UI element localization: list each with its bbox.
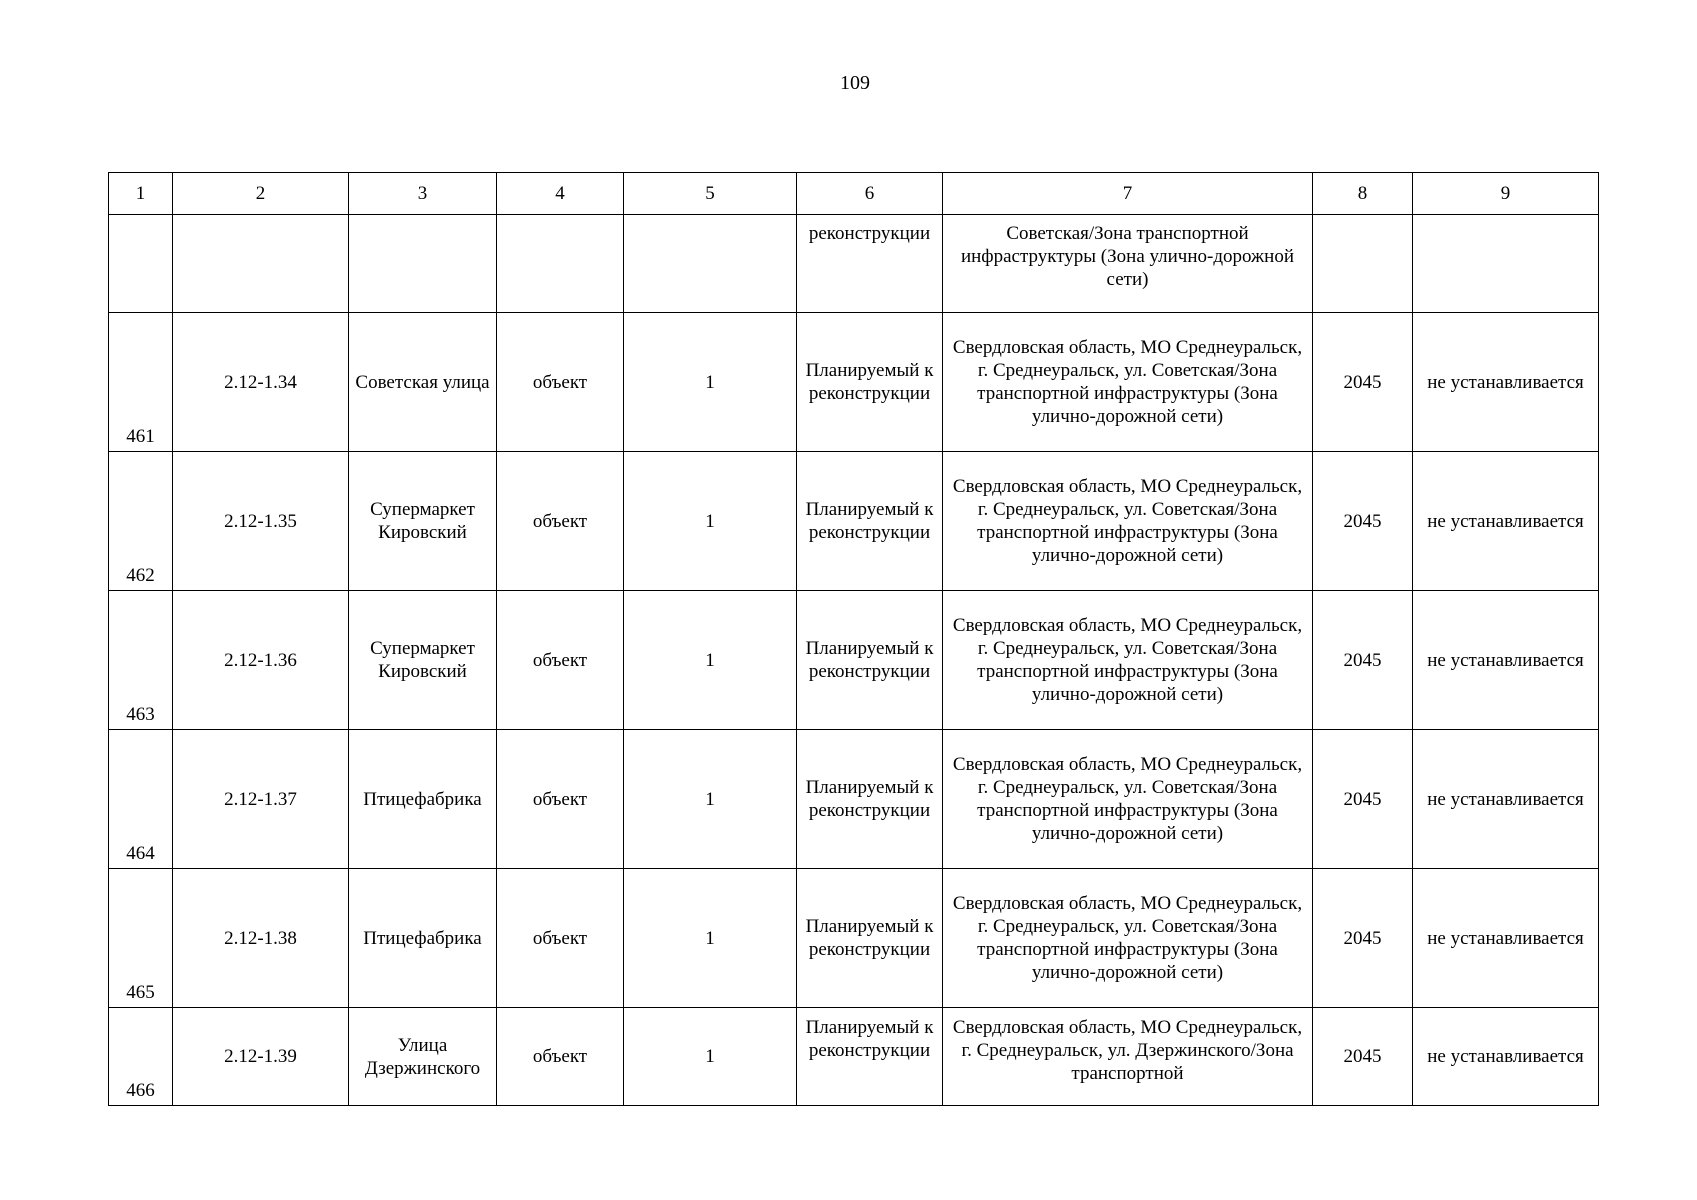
empty-cell bbox=[349, 215, 497, 313]
code-cell: 2.12-1.37 bbox=[173, 730, 349, 869]
name-cell: Птицефабрика bbox=[349, 869, 497, 1008]
code-cell: 2.12-1.39 bbox=[173, 1008, 349, 1106]
location-cell: Свердловская область, МО Среднеуральск, г. Среднеуральск, ул. Советская/Зона транспортной инфраструктуры (Зона улично-дорожной сети) bbox=[943, 452, 1313, 591]
table-row bbox=[109, 869, 1599, 1008]
row-number-cell: 463 bbox=[109, 591, 173, 730]
count-cell: 1 bbox=[624, 730, 797, 869]
empty-cell bbox=[173, 215, 349, 313]
count-cell: 1 bbox=[624, 869, 797, 1008]
header-cell: 6 bbox=[797, 173, 943, 215]
continuation-row bbox=[109, 215, 1599, 313]
name-cell: Супермаркет Кировский bbox=[349, 452, 497, 591]
zone-cell: не устанавливается bbox=[1413, 730, 1599, 869]
name-cell: Улица Дзержинского bbox=[349, 1008, 497, 1106]
type-cell: объект bbox=[497, 1008, 624, 1106]
code-cell: 2.12-1.34 bbox=[173, 313, 349, 452]
header-cell: 8 bbox=[1313, 173, 1413, 215]
zone-cell: не устанавливается bbox=[1413, 869, 1599, 1008]
location-cell: Свердловская область, МО Среднеуральск, г. Среднеуральск, ул. Дзержинского/Зона транспортной bbox=[943, 1008, 1313, 1106]
year-cell: 2045 bbox=[1313, 730, 1413, 869]
year-cell: 2045 bbox=[1313, 452, 1413, 591]
location-cell: Свердловская область, МО Среднеуральск, г. Среднеуральск, ул. Советская/Зона транспортной инфраструктуры (Зона улично-дорожной сети) bbox=[943, 591, 1313, 730]
year-cell: 2045 bbox=[1313, 869, 1413, 1008]
count-cell: 1 bbox=[624, 591, 797, 730]
year-cell: 2045 bbox=[1313, 1008, 1413, 1106]
zone-cell: не устанавливается bbox=[1413, 452, 1599, 591]
empty-cell bbox=[1313, 215, 1413, 313]
status-cell: Планируемый к реконструкции bbox=[797, 730, 943, 869]
table-row bbox=[109, 1008, 1599, 1106]
row-number-cell: 461 bbox=[109, 313, 173, 452]
empty-cell bbox=[497, 215, 624, 313]
header-cell: 1 bbox=[109, 173, 173, 215]
page-number: 109 bbox=[840, 72, 870, 94]
code-cell: 2.12-1.38 bbox=[173, 869, 349, 1008]
location-cell: Свердловская область, МО Среднеуральск, г. Среднеуральск, ул. Советская/Зона транспортной инфраструктуры (Зона улично-дорожной сети) bbox=[943, 313, 1313, 452]
header-cell: 7 bbox=[943, 173, 1313, 215]
empty-cell bbox=[1413, 215, 1599, 313]
count-cell: 1 bbox=[624, 452, 797, 591]
status-cell: реконструкции bbox=[797, 215, 943, 313]
name-cell: Супермаркет Кировский bbox=[349, 591, 497, 730]
header-cell: 3 bbox=[349, 173, 497, 215]
zone-cell: не устанавливается bbox=[1413, 591, 1599, 730]
zone-cell: не устанавливается bbox=[1413, 313, 1599, 452]
type-cell: объект bbox=[497, 591, 624, 730]
location-cell: Свердловская область, МО Среднеуральск, г. Среднеуральск, ул. Советская/Зона транспортной инфраструктуры (Зона улично-дорожной сети) bbox=[943, 869, 1313, 1008]
count-cell: 1 bbox=[624, 313, 797, 452]
row-number-cell: 465 bbox=[109, 869, 173, 1008]
type-cell: объект bbox=[497, 730, 624, 869]
status-cell: Планируемый к реконструкции bbox=[797, 313, 943, 452]
type-cell: объект bbox=[497, 869, 624, 1008]
status-cell: Планируемый к реконструкции bbox=[797, 1008, 943, 1106]
table-row bbox=[109, 730, 1599, 869]
header-cell: 2 bbox=[173, 173, 349, 215]
code-cell: 2.12-1.36 bbox=[173, 591, 349, 730]
status-cell: Планируемый к реконструкции bbox=[797, 452, 943, 591]
location-cell: Свердловская область, МО Среднеуральск, г. Среднеуральск, ул. Советская/Зона транспортной инфраструктуры (Зона улично-дорожной сети) bbox=[943, 730, 1313, 869]
table-row bbox=[109, 591, 1599, 730]
table-row bbox=[109, 452, 1599, 591]
year-cell: 2045 bbox=[1313, 313, 1413, 452]
row-number-cell: 466 bbox=[109, 1008, 173, 1106]
header-cell: 9 bbox=[1413, 173, 1599, 215]
objects-table bbox=[108, 172, 1599, 1106]
empty-cell bbox=[109, 215, 173, 313]
zone-cell: не устанавливается bbox=[1413, 1008, 1599, 1106]
row-number-cell: 464 bbox=[109, 730, 173, 869]
type-cell: объект bbox=[497, 313, 624, 452]
table-header-row bbox=[109, 173, 1599, 215]
header-cell: 5 bbox=[624, 173, 797, 215]
count-cell: 1 bbox=[624, 1008, 797, 1106]
year-cell: 2045 bbox=[1313, 591, 1413, 730]
name-cell: Советская улица bbox=[349, 313, 497, 452]
status-cell: Планируемый к реконструкции bbox=[797, 869, 943, 1008]
row-number-cell: 462 bbox=[109, 452, 173, 591]
header-cell: 4 bbox=[497, 173, 624, 215]
code-cell: 2.12-1.35 bbox=[173, 452, 349, 591]
table-row bbox=[109, 313, 1599, 452]
type-cell: объект bbox=[497, 452, 624, 591]
empty-cell bbox=[624, 215, 797, 313]
status-cell: Планируемый к реконструкции bbox=[797, 591, 943, 730]
name-cell: Птицефабрика bbox=[349, 730, 497, 869]
location-cell: Советская/Зона транспортной инфраструктуры (Зона улично-дорожной сети) bbox=[943, 215, 1313, 313]
